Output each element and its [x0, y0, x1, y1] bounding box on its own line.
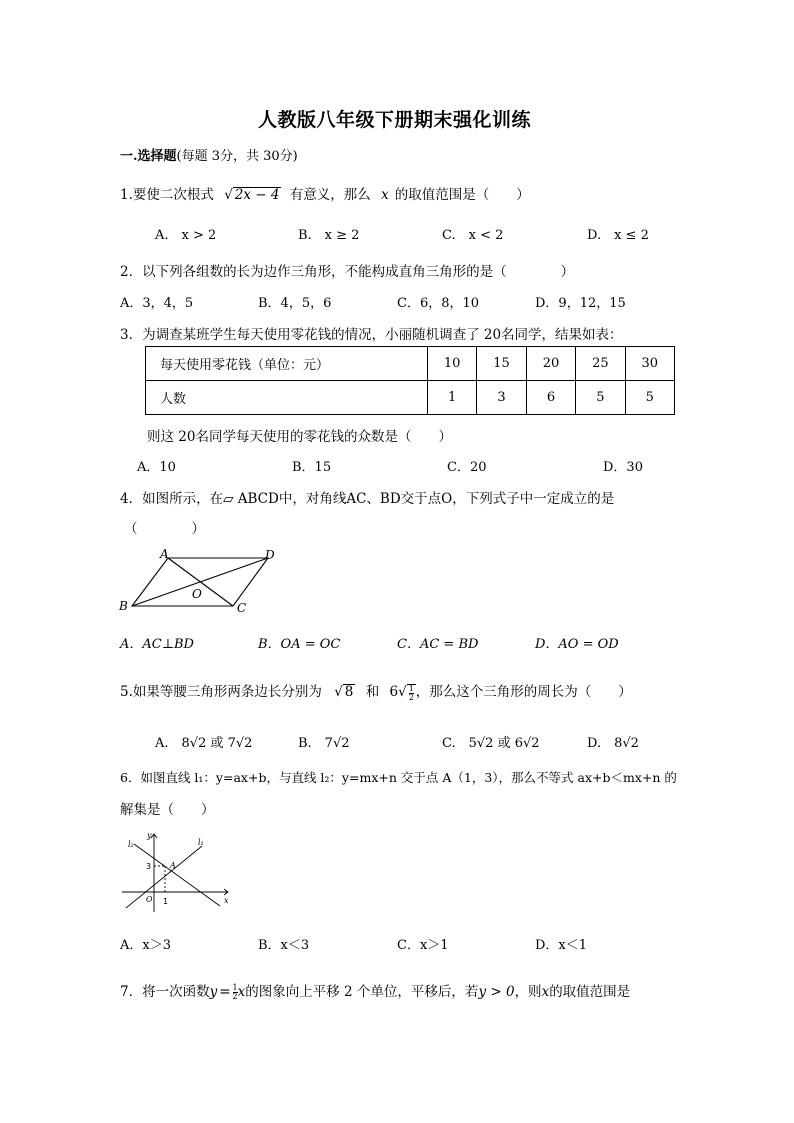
table-cell: 5 — [625, 381, 674, 415]
q5-coef: 6 — [389, 684, 399, 700]
q1-option-b: B. x ≥ 2 — [298, 228, 360, 243]
q3-option-d: D．30 — [603, 460, 643, 475]
q4-option-d: D．AO = OD — [535, 637, 619, 652]
q2-option-a: A．3，4，5 — [120, 296, 194, 311]
label-d: D — [265, 548, 275, 562]
label-x: x — [224, 896, 229, 905]
label-o: O — [192, 587, 202, 601]
q5-frac-den: 2 — [408, 692, 414, 702]
table-cell: 5 — [576, 381, 625, 415]
label-point-a: A — [170, 861, 176, 870]
question-3: 3．为调查某班学生每天使用零花钱的情况，小丽随机调查了 20名同学，结果如表： — [120, 327, 623, 343]
q7-frac-num: 1 — [232, 983, 238, 992]
q5-radicand: 8 — [344, 684, 354, 700]
q5-option-a: A. 8√2 或 7√2 — [155, 736, 253, 751]
question-6: 6．如图直线 l₁：y=ax+b，与直线 l₂：y=mx+n 交于点 A（1，3），那么不等式 ax+b＜mx+n 的 — [120, 770, 677, 785]
q4-answer-paren: （ ） — [124, 521, 205, 537]
q5-and: 和 — [365, 684, 380, 700]
table-cell: 1 — [427, 381, 476, 415]
label-b: B — [119, 599, 128, 613]
q5-stem-b: ，那么这个三角形的周长为（ ） — [415, 684, 632, 700]
section-header — [120, 145, 298, 164]
q7-stem-d: 的取值范围是 — [549, 984, 631, 1000]
q7-var: x — [541, 984, 550, 1000]
q3-option-b: B．15 — [292, 460, 332, 475]
q1-option-c: C. x < 2 — [442, 228, 504, 243]
label-y: y — [147, 831, 152, 840]
table-header-cell: 每天使用零花钱（单位：元） — [146, 347, 428, 381]
label-l1: l₁ — [198, 838, 204, 847]
table-cell: 20 — [526, 347, 575, 381]
table-cell: 3 — [477, 381, 526, 415]
label-tick-3: 3 — [146, 862, 152, 871]
label-origin: O — [146, 895, 153, 904]
q6-option-a: A．x＞3 — [120, 938, 171, 953]
q7-stem-c: ，则 — [514, 984, 542, 1000]
q6-option-c: C．x＞1 — [397, 938, 449, 953]
label-c: C — [237, 601, 247, 615]
q4-option-c: C．AC = BD — [397, 637, 479, 652]
q7-condition: y > 0 — [478, 984, 515, 1000]
q7-frac-den: 2 — [232, 992, 238, 1001]
question-7 — [120, 980, 630, 1001]
q5-option-d: D. 8√2 — [587, 736, 639, 751]
q5-stem-a: 5.如果等腰三角形两条边长分别为 — [120, 684, 322, 700]
table-cell: 6 — [526, 381, 575, 415]
table-row — [146, 381, 675, 415]
parallelogram-figure — [117, 548, 277, 618]
q2-option-b: B．4，5，6 — [258, 296, 332, 311]
q6-stem-line-2: 解集是（ ） — [120, 802, 215, 818]
table-cell: 30 — [625, 347, 674, 381]
q5-option-c: C. 5√2 或 6√2 — [442, 736, 540, 751]
q3-option-c: C．20 — [447, 460, 487, 475]
q7-stem-b: 的图象向上平移 2 个单位，平移后，若 — [245, 984, 479, 1000]
q1-stem-b: 有意义，那么 — [289, 187, 371, 203]
q7-stem-a: 7．将一次函数 — [120, 984, 210, 1000]
label-a: A — [160, 547, 169, 561]
question-2: 2．以下列各组数的长为边作三角形，不能构成直角三角形的是（ ） — [120, 264, 575, 280]
q7-x: x — [237, 984, 246, 1000]
q1-option-d: D. x ≤ 2 — [587, 228, 649, 243]
table-row — [146, 347, 675, 381]
q4-option-b: B．OA = OC — [258, 637, 341, 652]
q1-radicand: 2x − 4 — [234, 187, 280, 203]
q1-var: x — [381, 187, 389, 203]
q4-option-a: A．AC⊥BD — [120, 637, 194, 652]
q6-option-d: D．x＜1 — [535, 938, 588, 953]
q3-option-a: A．10 — [137, 460, 176, 475]
question-5: 5.如果等腰三角形两条边长分别为 √ 8 和 6√ $\frac{1}{2}$ ，那么这个三角形的周长为（ ） — [120, 683, 632, 702]
section-detail: (每题 3分，共 30分) — [176, 149, 298, 164]
q5-option-b: B. 7√2 — [298, 736, 350, 751]
table-cell: 25 — [576, 347, 625, 381]
lines-graph-figure — [120, 830, 235, 915]
question-1: 1.要使二次根式 √ 2x − 4 有意义，那么 x 的取值范围是（ ） — [120, 187, 530, 203]
q3-follow-up: 则这 20名同学每天使用的零花钱的众数是（ ） — [147, 429, 452, 445]
question-4: 4．如图所示，在▱ ABCD中，对角线AC、BD交于点O，下列式子中一定成立的是 — [120, 491, 615, 507]
pocket-money-table — [145, 346, 675, 415]
table-header-cell: 人数 — [146, 381, 428, 415]
label-l2: l₂ — [128, 840, 134, 849]
q1-stem-a: 1.要使二次根式 — [120, 187, 214, 203]
q1-option-a: A. x > 2 — [155, 228, 217, 243]
label-tick-1: 1 — [163, 897, 169, 906]
q2-option-c: C．6，8，10 — [397, 296, 480, 311]
page-title: 人教版八年级下册期末强化训练 — [258, 109, 532, 131]
q6-option-b: B．x＜3 — [258, 938, 310, 953]
table-cell: 15 — [477, 347, 526, 381]
q7-y: y — [209, 984, 218, 1000]
q1-stem-c: 的取值范围是（ ） — [394, 187, 530, 203]
q5-frac-num: 1 — [408, 683, 414, 693]
q2-option-d: D．9，12，15 — [535, 296, 626, 311]
q7-eq: = — [219, 984, 231, 1000]
section-label: 一.选择题 — [120, 149, 177, 164]
table-cell: 10 — [427, 347, 476, 381]
